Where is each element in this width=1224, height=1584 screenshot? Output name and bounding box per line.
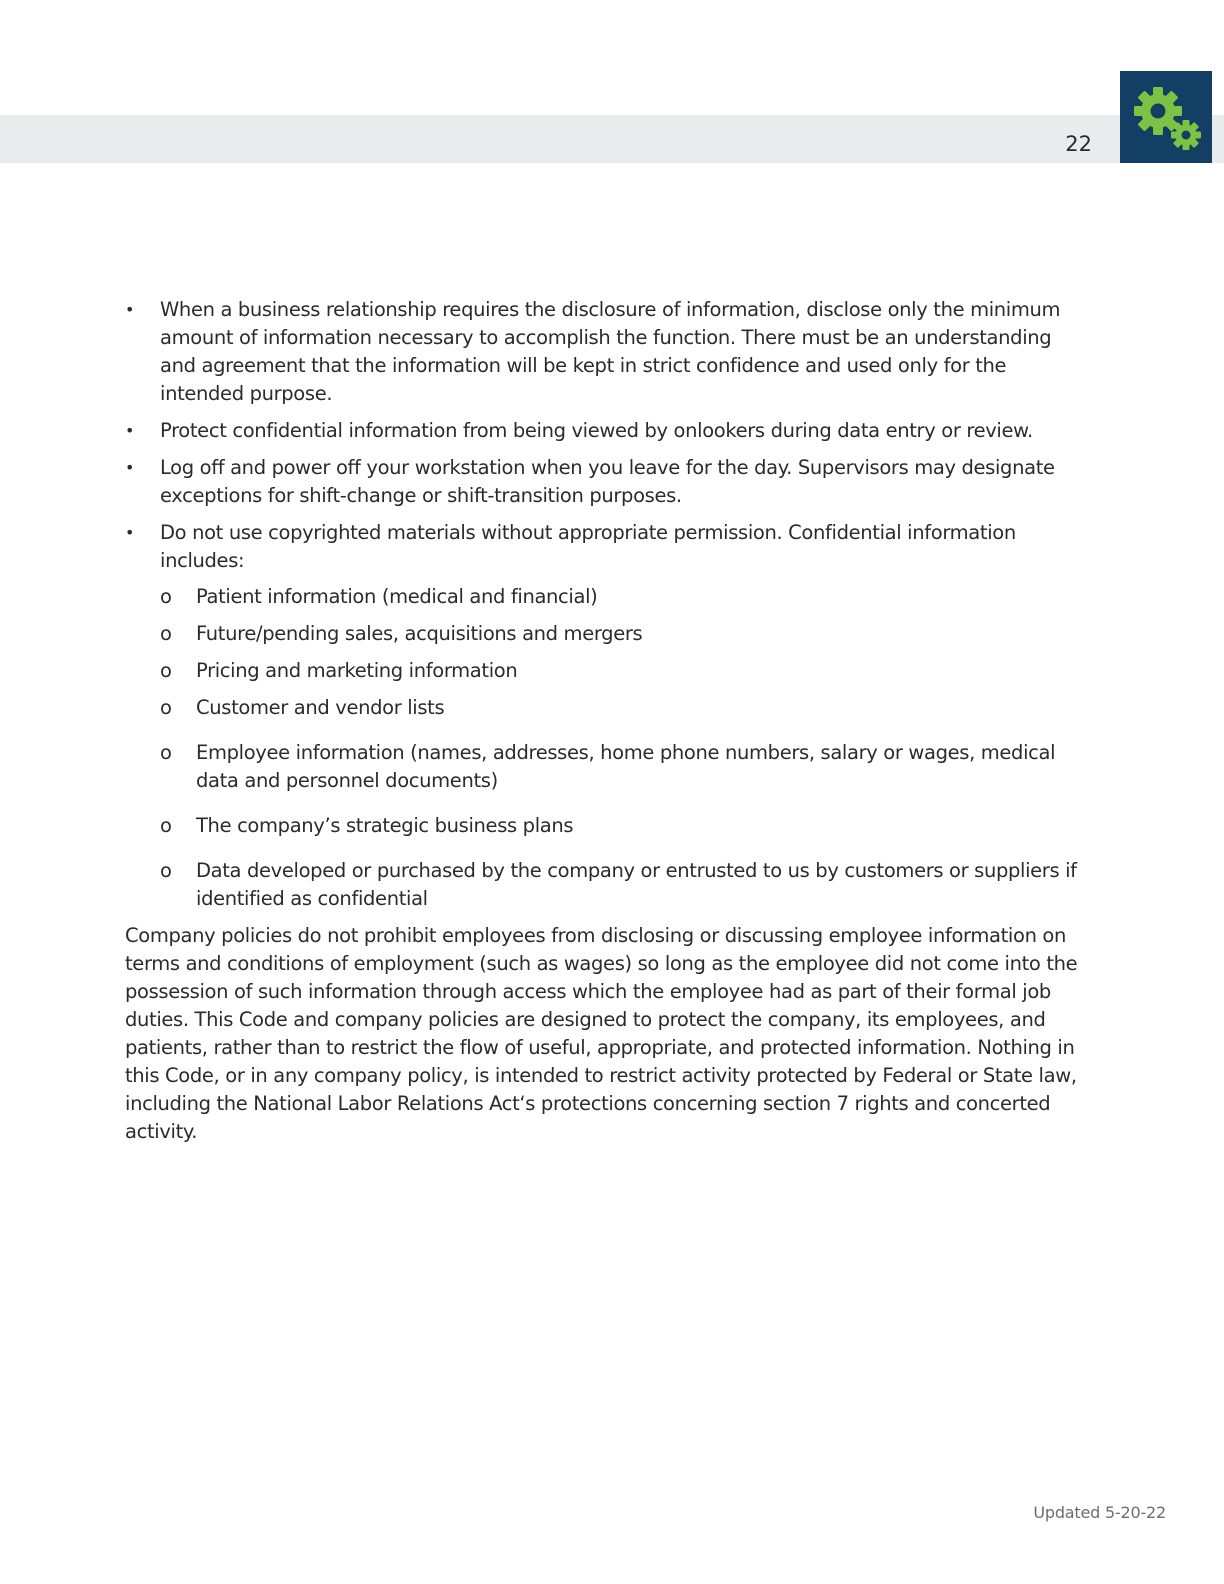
list-item-text: When a business relationship requires the disclosure of information, disclose only the minimum amount of information necessary to accomplish the function. There must be an understanding and agreement that the information will be kept in strict confidence and used only for the intended purpose. [160,298,1061,405]
sub-list-item-text: Future/pending sales, acquisitions and mergers [196,622,643,645]
list-item-text: Protect confidential information from being viewed by onlookers during data entry or review. [160,419,1033,442]
page-number: 22 [1065,132,1092,156]
bullet-marker: • [125,421,135,440]
sub-list-item [160,620,1090,648]
list-item-text: Do not use copyrighted materials without appropriate permission. Confidential information includes: [160,521,1016,572]
sub-bullet-marker: o [160,859,172,882]
bullet-marker: • [125,458,135,477]
sub-bullet-marker: o [160,814,172,837]
list-item [125,417,1090,445]
header-band [0,115,1224,163]
sub-list-item [160,739,1090,795]
list-item [125,519,1090,913]
sub-list-item [160,694,1090,722]
gears-icon [1120,71,1212,163]
sub-bullet-marker: o [160,741,172,764]
sub-list-item-text: Employee information (names, addresses, home phone numbers, salary or wages, medical data and personnel documents) [196,741,1056,792]
list-item-text: Log off and power off your workstation when you leave for the day. Supervisors may designate exceptions for shift-change or shift-transition purposes. [160,456,1055,507]
sub-bullet-marker: o [160,659,172,682]
sub-list-item [160,583,1090,611]
sub-list [160,583,1090,913]
list-item [125,454,1090,510]
sub-list-item-text: The company’s strategic business plans [196,814,574,837]
sub-list-item-text: Pricing and marketing information [196,659,518,682]
sub-list-item [160,812,1090,840]
sub-bullet-marker: o [160,622,172,645]
gear-badge [1120,71,1212,163]
bullet-marker: • [125,300,135,319]
sub-list-item [160,857,1090,913]
page-content [125,296,1090,1146]
sub-list-item [160,657,1090,685]
updated-date: Updated 5-20-22 [1033,1503,1166,1522]
sub-list-item-text: Data developed or purchased by the company or entrusted to us by customers or suppliers if identified as confidential [196,859,1077,910]
sub-list-item-text: Patient information (medical and financial) [196,585,598,608]
bullet-list [125,296,1090,913]
sub-bullet-marker: o [160,585,172,608]
sub-bullet-marker: o [160,696,172,719]
sub-list-item-text: Customer and vendor lists [196,696,445,719]
closing-paragraph: Company policies do not prohibit employees from disclosing or discussing employee information on terms and conditions of employment (such as wages) so long as the employee did not come into the possession of such information through access which the employee had as part of their formal job duties. This Code and company policies are designed to protect the company, its employees, and patients, rather than to restrict the flow of useful, appropriate, and protected information. Nothing in this Code, or in any company policy, is intended to restrict activity protected by Federal or State law, including the National Labor Relations Act‘s protections concerning section 7 rights and concerted activity. [125,924,1078,1143]
bullet-marker: • [125,523,135,542]
list-item [125,296,1090,408]
